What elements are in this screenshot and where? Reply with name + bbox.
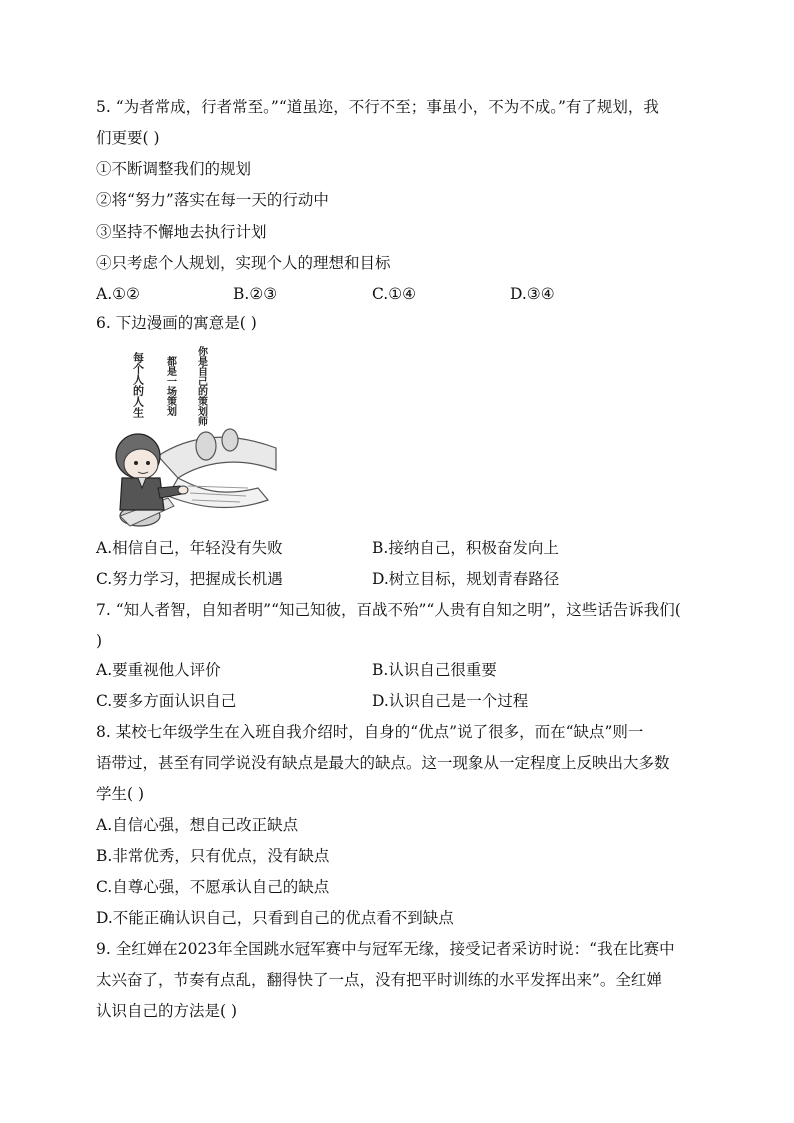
q6-option-b[interactable]: B.接纳自己，积极奋发向上	[372, 539, 559, 557]
q6-stem: 6. 下边漫画的寓意是( )	[96, 314, 257, 332]
q9-stem-line1: 9. 全红婵在2023年全国跳水冠军赛中与冠军无缘，接受记者采访时说：“我在比赛中	[96, 940, 675, 958]
q5-option-d[interactable]: D.③④	[510, 285, 555, 303]
q8-stem-line2: 语带过，甚至有同学说没有缺点是最大的缺点。这一现象从一定程度上反映出大多数	[96, 754, 670, 772]
q8-stem-line3: 学生( )	[96, 785, 145, 803]
q5-statement-2: ②将“努力”落实在每一天的行动中	[96, 191, 329, 209]
q5-stem-line2: 们更要( )	[96, 129, 160, 147]
q9-stem-line2: 太兴奋了，节奏有点乱，翻得快了一点，没有把平时训练的水平发挥出来”。全红婵	[96, 971, 662, 989]
q5-statement-3: ③坚持不懈地去执行计划	[96, 223, 267, 241]
q6-option-a[interactable]: A.相信自己，年轻没有失败	[96, 539, 283, 557]
q8-option-b[interactable]: B.非常优秀，只有优点，没有缺点	[96, 847, 330, 865]
q5-statement-1: ①不断调整我们的规划	[96, 160, 252, 178]
q5-option-c[interactable]: C.①④	[372, 285, 417, 303]
q6-option-c[interactable]: C.努力学习，把握成长机遇	[96, 570, 283, 588]
q8-stem-line1: 8. 某校七年级学生在入班自我介绍时，自身的“优点”说了很多，而在“缺点”则一	[96, 723, 644, 741]
q5-option-b[interactable]: B.②③	[233, 285, 278, 303]
q6-option-d[interactable]: D.树立目标，规划青春路径	[372, 570, 560, 588]
planning-cartoon	[108, 338, 280, 534]
q7-stem-line2: )	[96, 632, 103, 650]
q7-option-a[interactable]: A.要重视他人评价	[96, 661, 221, 679]
q8-option-a[interactable]: A.自信心强，想自己改正缺点	[96, 816, 299, 834]
q5-statement-4: ④只考虑个人规划，实现个人的理想和目标	[96, 254, 391, 272]
q9-stem-line3: 认识自己的方法是( )	[96, 1002, 238, 1020]
cartoon-illustration	[108, 338, 280, 534]
cartoon-text-middle: 都是一场策划	[164, 356, 176, 416]
cartoon-text-right: 你是自己的策划师	[195, 346, 207, 426]
cartoon-text-left: 每个人的人生	[131, 352, 145, 418]
q5-stem-line1: 5. “为者常成，行者常至。”“道虽迩，不行不至；事虽小，不为不成。”有了规划，我	[96, 98, 659, 116]
q7-option-d[interactable]: D.认识自己是一个过程	[372, 692, 529, 710]
q7-option-c[interactable]: C.要多方面认识自己	[96, 692, 237, 710]
q7-option-b[interactable]: B.认识自己很重要	[372, 661, 497, 679]
q5-option-a[interactable]: A.①②	[96, 285, 140, 303]
q8-option-c[interactable]: C.自尊心强，不愿承认自己的缺点	[96, 878, 330, 896]
q8-option-d[interactable]: D.不能正确认识自己，只看到自己的优点看不到缺点	[96, 909, 454, 927]
q7-stem-line1: 7. “知人者智，自知者明”“知己知彼，百战不殆”“人贵有自知之明”，这些话告诉我们(	[96, 601, 681, 619]
